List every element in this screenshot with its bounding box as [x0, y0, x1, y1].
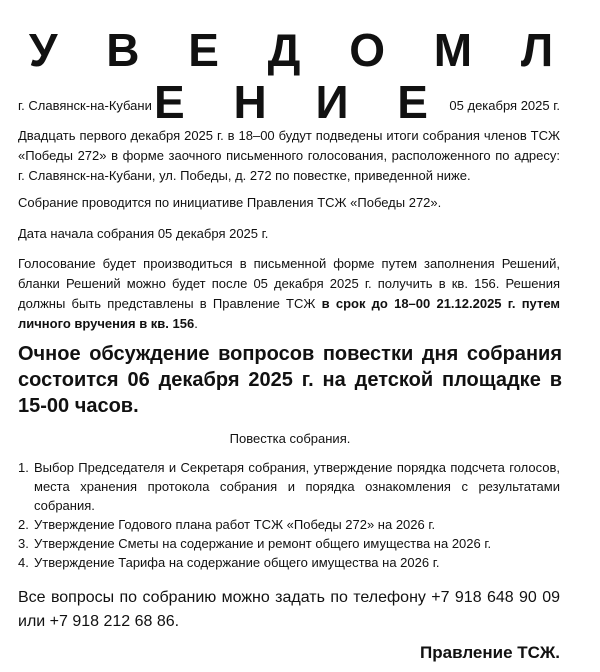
agenda-list [18, 458, 560, 572]
agenda-item-text: Выбор Председателя и Секретаря собрания, утверждение порядка подсчета голосов, места хранения протокола собрания и порядка ознакомления с результатами собрания. [34, 460, 560, 513]
signature: Правление ТСЖ. [420, 643, 560, 662]
paragraph-start-date: Дата начала собрания 05 декабря 2025 г. [18, 226, 269, 241]
agenda-item-text: Утверждение Сметы на содержание и ремонт общего имущества на 2026 г. [34, 536, 492, 551]
contact-phones: Все вопросы по собранию можно задать по телефону +7 918 648 90 09 или +7 918 212 68 86. [18, 589, 560, 630]
document-title: У В Е Д О М Л Е Н И Е [28, 24, 572, 128]
agenda-item [18, 534, 560, 553]
agenda-item-number: 3. [18, 536, 29, 551]
place-date-line [18, 96, 560, 116]
voting-procedure-text: Голосование будет производиться в письменной форме путем заполнения Решений, бланки Решений можно будет после 05 декабря 2025 г. получить в кв. 156. Решения должны быть представлены в Правление ТСЖ [18, 256, 560, 311]
agenda-item [18, 553, 560, 572]
agenda-item-text: Утверждение Тарифа на содержание общего имущества на 2026 г. [34, 555, 440, 570]
agenda-item-number: 1. [18, 460, 29, 475]
agenda-item-number: 2. [18, 517, 29, 532]
agenda-item-text: Утверждение Годового плана работ ТСЖ «Победы 272» на 2026 г. [34, 517, 436, 532]
meeting-notice: Очное обсуждение вопросов повестки дня собрания состоится 06 декабря 2025 г. на детской площадке в 15-00 часов. [18, 343, 562, 417]
paragraph-summary: Двадцать первого декабря 2025 г. в 18–00 будут подведены итоги собрания членов ТСЖ «Победы 272» в форме заочного письменного голосования, расположенного по адресу: г. Славянск-на-Кубани, ул. Победы, д. 272 по повестке, приведенной ниже. [18, 128, 560, 183]
voting-procedure-end: . [194, 316, 198, 331]
voting-deadline-text: в срок до 18–00 21.12.2025 г. путем личного вручения в кв. 156 [18, 296, 560, 331]
paragraph-voting-procedure [18, 254, 560, 334]
agenda-title: Повестка собрания. [229, 431, 351, 446]
paragraph-initiator: Собрание проводится по инициативе Правления ТСЖ «Победы 272». [18, 195, 442, 210]
agenda-item [18, 515, 560, 534]
agenda-item-number: 4. [18, 555, 29, 570]
agenda-item [18, 458, 560, 515]
place-text: г. Славянск-на-Кубани [18, 98, 152, 113]
date-text: 05 декабря 2025 г. [449, 98, 560, 113]
